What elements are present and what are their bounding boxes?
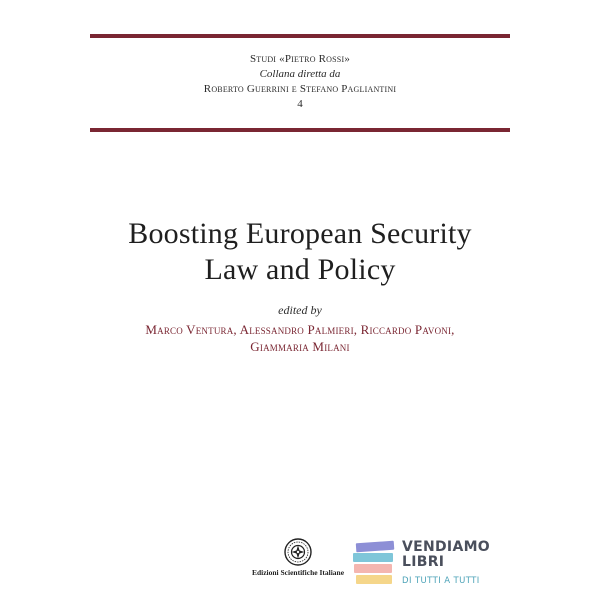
top-divider <box>90 34 510 38</box>
book-title-line2: Law and Policy <box>204 253 396 286</box>
publisher-seal-icon <box>284 538 312 566</box>
series-directors: Roberto Guerrini e Stefano Pagliantini <box>203 83 397 95</box>
badge-brand <box>402 540 490 570</box>
series-name: Studi «Pietro Rossi» <box>249 53 351 65</box>
editors-list <box>60 321 540 355</box>
badge-tagline: DI TUTTI A TUTTI <box>402 576 480 586</box>
badge-line2: LIBRI <box>402 554 445 570</box>
series-block <box>90 52 510 112</box>
series-number: 4 <box>297 98 303 110</box>
badge-line1: VENDIAMO <box>402 539 491 555</box>
vendiamo-libri-badge <box>350 538 491 594</box>
series-collana: Collana diretta da <box>259 68 341 80</box>
edited-by-label: edited by <box>278 303 322 317</box>
editors-line1: Marco Ventura, Alessandro Palmieri, Riccardo Pavoni, <box>145 322 455 337</box>
book-title <box>60 216 540 288</box>
publisher-name: Edizioni Scientifiche Italiane <box>251 568 345 577</box>
editors-line2: Giammaria Milani <box>250 339 350 354</box>
publisher-block <box>248 538 348 577</box>
bottom-divider <box>90 128 510 132</box>
book-title-line1: Boosting European Security <box>128 217 472 250</box>
book-stack-icon <box>350 538 396 592</box>
